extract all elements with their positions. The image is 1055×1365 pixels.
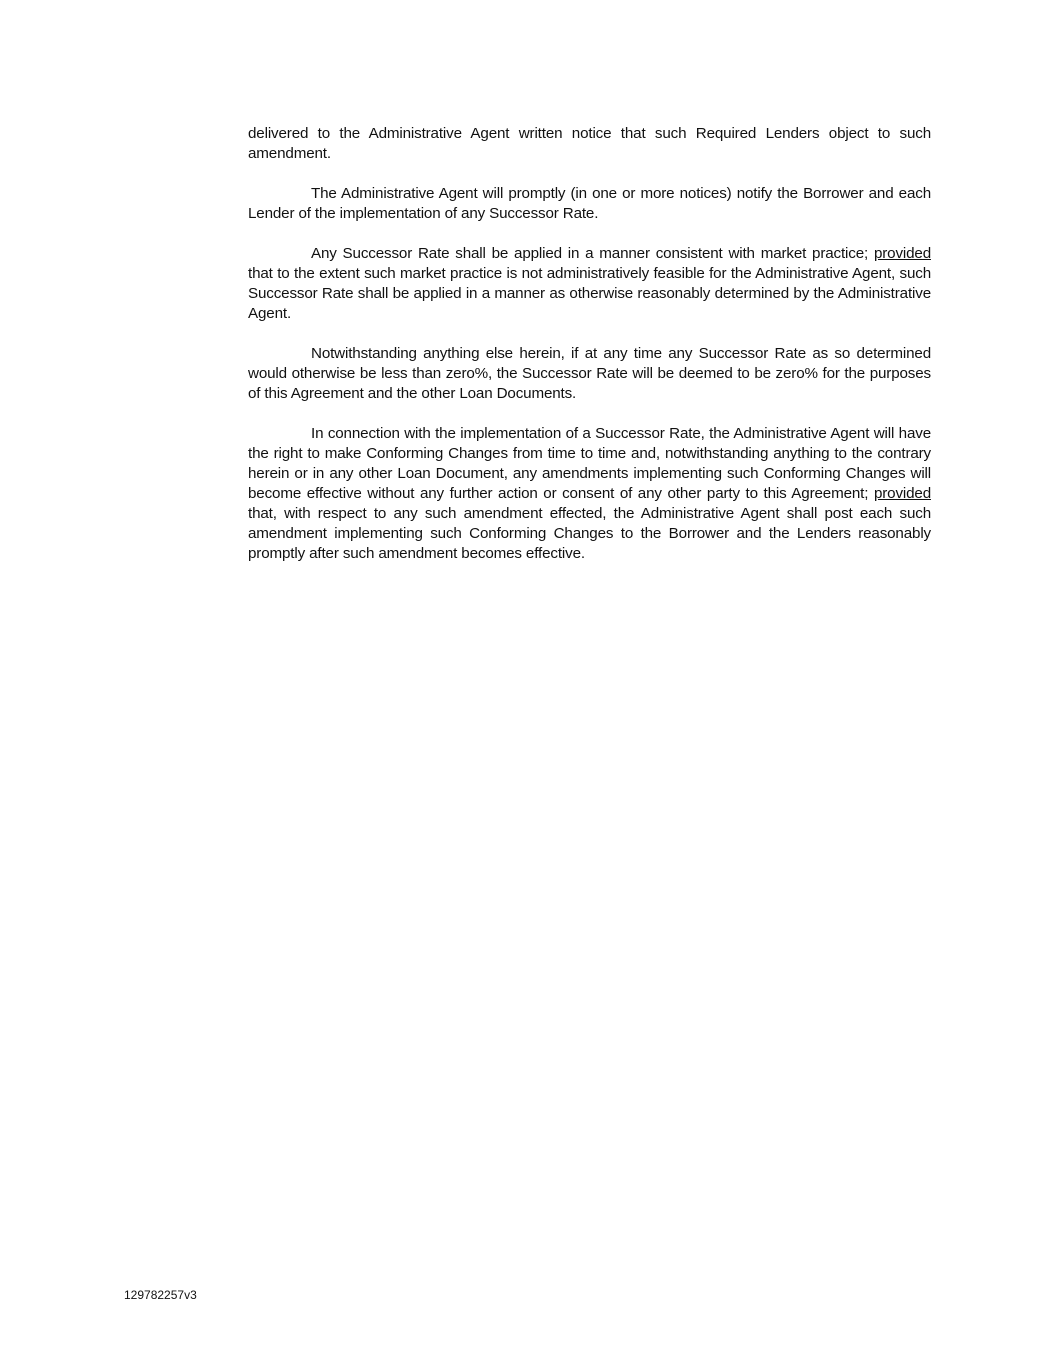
document-body (248, 124, 931, 584)
paragraph-conforming-changes (248, 424, 931, 564)
paragraph-application (248, 244, 931, 324)
document-id-footer: 129782257v3 (124, 1288, 197, 1302)
paragraph-floor (248, 344, 931, 404)
underlined-term-provided: provided (873, 485, 931, 502)
paragraph-text: Notwithstanding anything else herein, if at any time any Successor Rate as so determined would otherwise be less than zero%, the Successor Rate will be deemed to be zero% for the purposes of this Agreement and the other Loan Documents. (248, 345, 931, 402)
paragraph-text: Any Successor Rate shall be applied in a manner consistent with market practice; (311, 245, 874, 262)
paragraph-continuation (248, 124, 931, 164)
paragraph-notice (248, 184, 931, 224)
paragraph-text: The Administrative Agent will promptly (in one or more notices) notify the Borrower and each Lender of the implementation of any Successor Rate. (248, 185, 931, 222)
paragraph-text: delivered to the Administrative Agent written notice that such Required Lenders object to such amendment. (248, 125, 931, 162)
paragraph-text: that, with respect to any such amendment effected, the Administrative Agent shall post each such amendment implementing such Conforming Changes to the Borrower and the Lenders reasonably promptly after such amendment becomes effective. (248, 505, 931, 562)
underlined-term-provided: provided (873, 245, 931, 262)
paragraph-text: In connection with the implementation of a Successor Rate, the Administrative Agent will have the right to make Conforming Changes from time to time and, notwithstanding anything to the contrary herein or in any other Loan Document, any amendments implementing such Conforming Changes will become effective without any further action or consent of any other party to this Agreement; (248, 425, 931, 502)
paragraph-text: that to the extent such market practice is not administratively feasible for the Administrative Agent, such Successor Rate shall be applied in a manner as otherwise reasonably determined by the Administrative Agent. (248, 265, 931, 322)
